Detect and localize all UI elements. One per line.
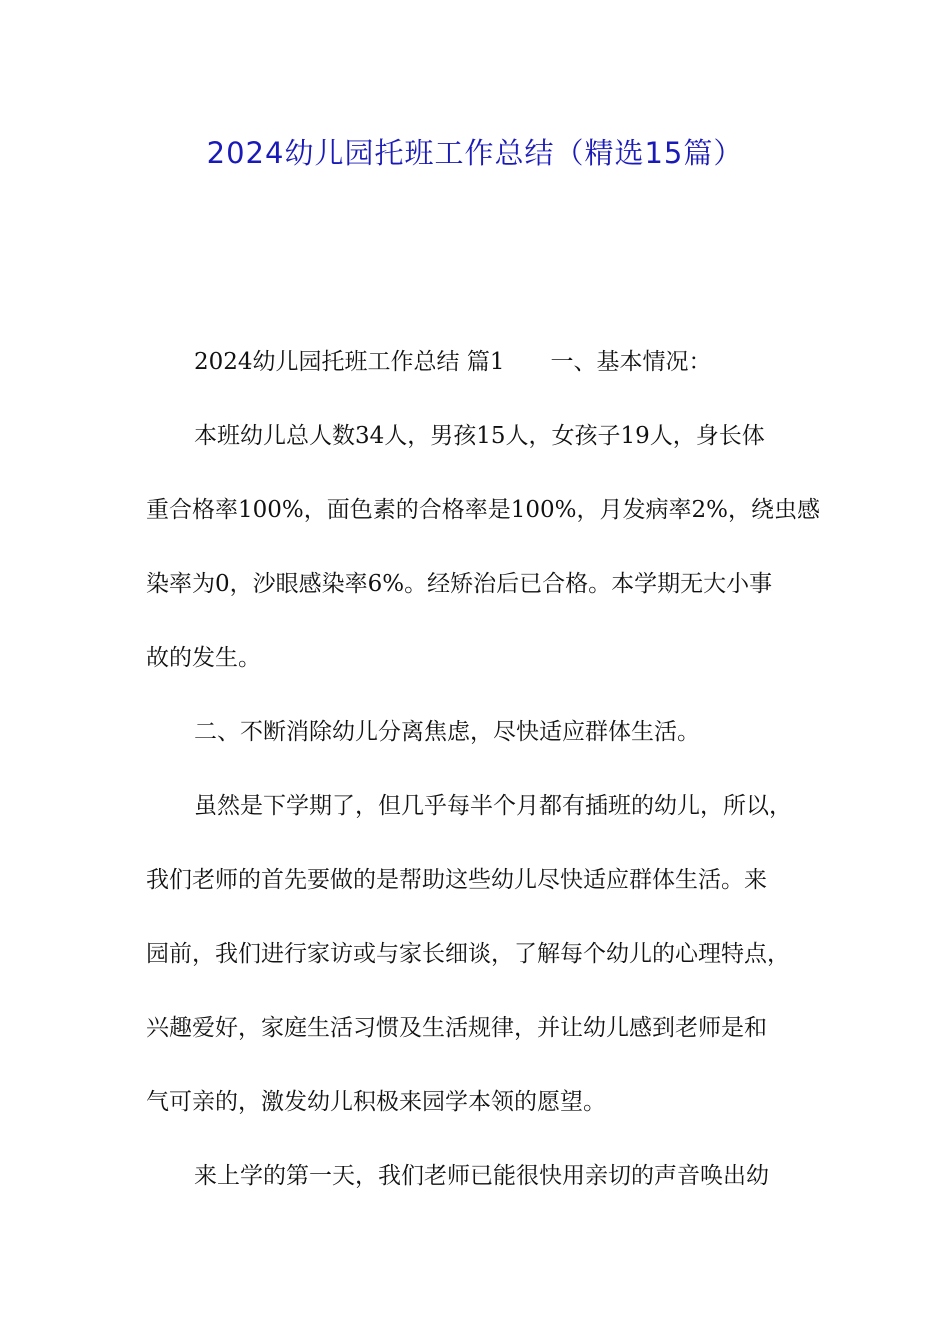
- subheading-line: 二、不断消除幼儿分离焦虑，尽快适应群体生活。: [194, 719, 700, 745]
- paragraph-line: 气可亲的，激发幼儿积极来园学本领的愿望。: [146, 1089, 606, 1115]
- subheading-basic-info: 一、基本情况：: [550, 349, 712, 375]
- paragraph-line: 重合格率100%，面色素的合格率是100%，月发病率2%，绕虫感: [146, 497, 820, 523]
- paragraph-line: 本班幼儿总人数34人，男孩15人，女孩子19人，身长体: [194, 423, 765, 449]
- paragraph-line: 虽然是下学期了，但几乎每半个月都有插班的幼儿，所以，: [194, 793, 792, 819]
- paragraph-line: 园前，我们进行家访或与家长细谈，了解每个幼儿的心理特点，: [146, 941, 790, 967]
- paragraph-line: 我们老师的首先要做的是帮助这些幼儿尽快适应群体生活。来: [146, 867, 767, 893]
- paragraph-line: 兴趣爱好，家庭生活习惯及生活规律，并让幼儿感到老师是和: [146, 1015, 767, 1041]
- paragraph-line: 来上学的第一天，我们老师已能很快用亲切的声音唤出幼: [194, 1163, 769, 1189]
- section-heading: 2024幼儿园托班工作总结 篇1: [194, 349, 505, 375]
- document-body: [146, 330, 826, 1218]
- paragraph-line: 故的发生。: [146, 645, 261, 671]
- paragraph-line: 染率为0，沙眼感染率6%。经矫治后已合格。本学期无大小事: [146, 571, 773, 597]
- document-title: 2024幼儿园托班工作总结（精选15篇）: [206, 136, 744, 170]
- section-heading-line: [146, 330, 826, 404]
